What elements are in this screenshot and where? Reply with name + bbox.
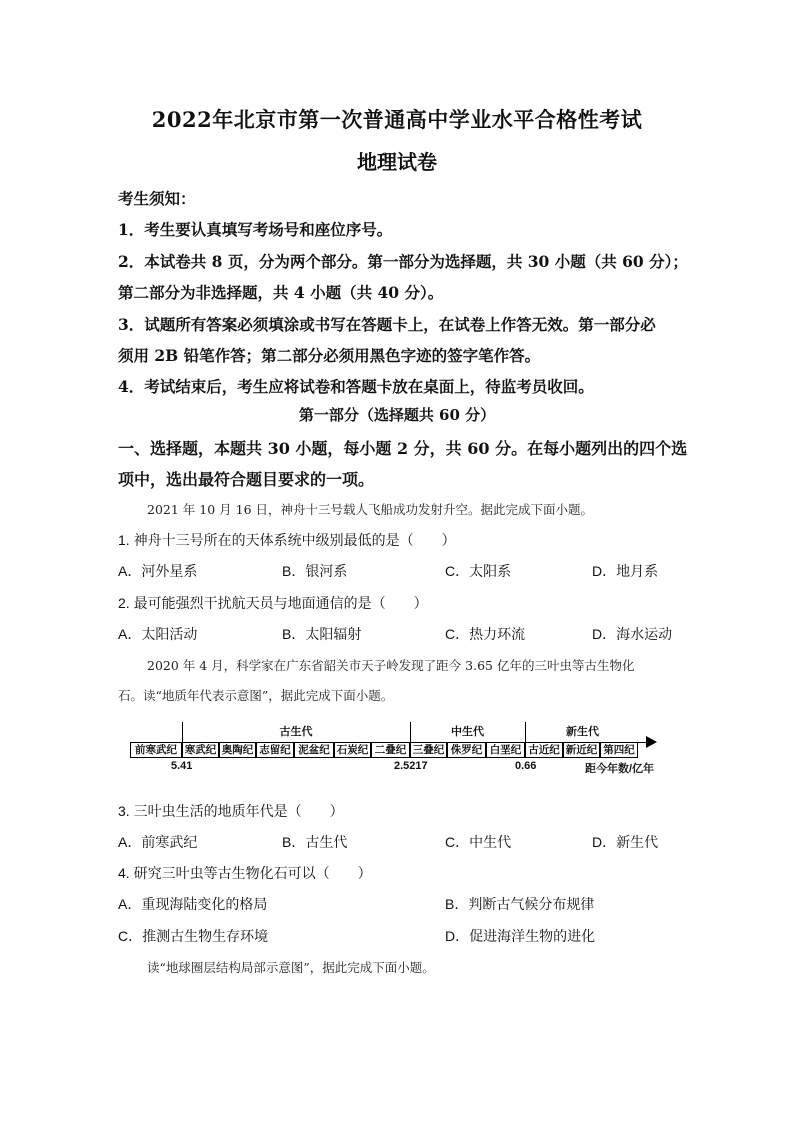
geologic-timeline-diagram	[130, 712, 660, 778]
timeline-period: 白垩纪	[486, 742, 525, 758]
exam-subtitle: 地理试卷	[357, 150, 437, 174]
timeline-period: 三叠纪	[410, 742, 447, 758]
timeline-period: 古近纪	[525, 742, 563, 758]
question-2-option-b: B．太阳辐射	[282, 626, 362, 642]
timeline-period: 第四纪	[600, 742, 638, 758]
question-3-option-d: D．新生代	[592, 834, 659, 850]
timeline-era-mesozoic: 中生代	[451, 726, 484, 738]
question-4-option-b: B．判断古气候分布规律	[445, 896, 595, 912]
timeline-value: 0.66	[515, 760, 537, 772]
timeline-unit-label: 距今年数/亿年	[585, 763, 655, 775]
timeline-period: 寒武纪	[182, 742, 219, 758]
notice-item-1: 1．考生要认真填写考场号和座位序号。	[118, 220, 393, 239]
timeline-period: 侏罗纪	[447, 742, 486, 758]
notice-heading: 考生须知：	[118, 189, 196, 208]
timeline-arrow	[646, 736, 657, 748]
question-4-option-d: D．促进海洋生物的进化	[445, 928, 596, 944]
question-4-option-c: C．推测古生物生存环境	[118, 928, 269, 944]
question-3-option-c: C．中生代	[445, 834, 512, 850]
question-1-option-c: C．太阳系	[445, 563, 512, 579]
question-2-stem: 2. 最可能强烈干扰航天员与地面通信的是（ ）	[118, 595, 428, 611]
part1-heading: 第一部分（选择题共 60 分）	[298, 406, 496, 424]
group2-intro-2: 石。读“地质年代表示意图”，据此完成下面小题。	[118, 688, 394, 703]
question-2-option-c: C．热力环流	[445, 626, 526, 642]
part1-instruction-1: 一、选择题，本题共 30 小题，每小题 2 分，共 60 分。在每小题列出的四个选	[118, 439, 688, 458]
question-1-option-d: D．地月系	[592, 563, 659, 579]
group1-intro: 2021 年 10 月 16 日，神舟十三号载人飞船成功发射升空。据此完成下面小题。	[147, 502, 593, 517]
notice-item-3-cont: 须用 2B 铅笔作答；第二部分必须用黑色字迹的签字笔作答。	[118, 346, 541, 365]
timeline-period: 前寒武纪	[130, 742, 182, 758]
notice-item-2-cont: 第二部分为非选择题，共 4 小题（共 40 分）。	[118, 283, 444, 302]
timeline-value: 5.41	[171, 760, 193, 772]
question-4-option-a: A．重现海陆变化的格局	[118, 896, 268, 912]
notice-item-2: 2．本试卷共 8 页，分为两个部分。第一部分为选择题，共 30 小题（共 60 分）；	[118, 252, 688, 271]
question-1-stem: 1. 神舟十三号所在的天体系统中级别最低的是（ ）	[118, 532, 456, 548]
timeline-value: 2.5217	[394, 760, 428, 772]
timeline-period: 新近纪	[563, 742, 600, 758]
question-2-option-d: D．海水运动	[592, 626, 673, 642]
question-1-option-b: B．银河系	[282, 563, 348, 579]
group3-intro: 读“地球圈层结构局部示意图”，据此完成下面小题。	[147, 960, 435, 975]
part1-instruction-2: 项中，选出最符合题目要求的一项。	[118, 470, 375, 489]
notice-item-4: 4．考试结束后，考生应将试卷和答题卡放在桌面上，待监考员收回。	[118, 377, 594, 396]
timeline-period: 奥陶纪	[219, 742, 256, 758]
notice-item-3: 3．试题所有答案必须填涂或书写在答题卡上，在试卷上作答无效。第一部分必	[118, 315, 656, 334]
question-3-option-a: A．前寒武纪	[118, 834, 198, 850]
question-3-stem: 3. 三叶虫生活的地质年代是（ ）	[118, 803, 344, 819]
timeline-period: 石炭纪	[334, 742, 371, 758]
group2-intro-1: 2020 年 4 月，科学家在广东省韶关市天子岭发现了距今 3.65 亿年的三叶虫等古生物化	[147, 658, 635, 673]
question-4-stem: 4. 研究三叶虫等古生物化石可以（ ）	[118, 865, 372, 881]
timeline-period: 泥盆纪	[294, 742, 334, 758]
timeline-era-cenozoic: 新生代	[566, 726, 599, 738]
question-1-option-a: A．河外星系	[118, 563, 198, 579]
question-2-option-a: A．太阳活动	[118, 626, 198, 642]
timeline-era-paleozoic: 古生代	[279, 726, 313, 738]
question-3-option-b: B．古生代	[282, 834, 348, 850]
timeline-period: 志留纪	[256, 742, 294, 758]
timeline-period: 二叠纪	[371, 742, 410, 758]
exam-title: 2022年北京市第一次普通高中学业水平合格性考试	[151, 107, 643, 132]
